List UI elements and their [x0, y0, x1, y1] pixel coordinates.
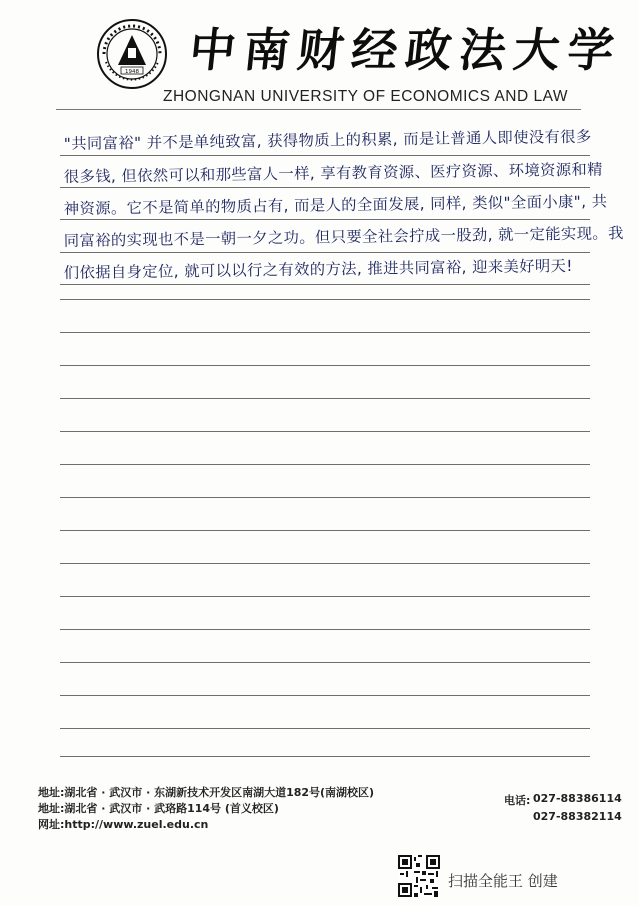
ruled-line: [60, 756, 590, 757]
ruled-line: [60, 332, 590, 333]
ruled-line: [60, 662, 590, 663]
university-name-cn: 中南财经政法大学: [186, 23, 625, 77]
phone-1: 027-88386114: [533, 792, 622, 805]
ruled-line: [60, 219, 590, 220]
ruled-line: [60, 596, 590, 597]
ruled-line: [60, 563, 590, 564]
ruled-line: [60, 365, 590, 366]
ruled-line: [60, 464, 590, 465]
website: 网址:http://www.zuel.edu.cn: [38, 818, 209, 831]
header-divider: [56, 109, 581, 110]
handwritten-line-2: 很多钱, 但依然可以和那些富人一样, 享有教育资源、医疗资源、环境资源和精: [63, 160, 603, 187]
ruled-line: [60, 629, 590, 630]
phone-label: 电话:: [504, 794, 531, 807]
ruled-line: [60, 497, 590, 498]
handwritten-line-3: 神资源。它不是简单的物质占有, 而是人的全面发展, 同样, 类似"全面小康", 共: [63, 192, 608, 219]
ruled-line: [60, 695, 590, 696]
ruled-line: [60, 728, 590, 729]
handwritten-line-4: 同富裕的实现也不是一朝一夕之功。但只要全社会拧成一股劲, 就一定能实现。我: [63, 224, 624, 251]
ruled-line: [60, 431, 590, 432]
handwritten-line-1: "共同富裕" 并不是单纯致富, 获得物质上的积累, 而是让普通人即使没有很多: [63, 127, 592, 154]
seal-year: 1948: [125, 69, 139, 75]
address-nanhu: 地址:湖北省 · 武汉市 · 东湖新技术开发区南湖大道182号(南湖校区): [38, 786, 375, 799]
ruled-line: [60, 155, 590, 156]
ruled-paper: [60, 118, 624, 758]
ruled-line: [60, 284, 590, 285]
letterhead: [0, 0, 639, 112]
ruled-line: [60, 252, 590, 253]
phone-2: 027-88382114: [533, 810, 622, 823]
university-seal-icon: [96, 18, 168, 90]
address-shouyi: 地址:湖北省 · 武汉市 · 武珞路114号 (首义校区): [38, 802, 279, 815]
letterhead-footer: [38, 778, 622, 838]
university-name-en: ZHONGNAN UNIVERSITY OF ECONOMICS AND LAW: [163, 88, 568, 105]
scanner-watermark: 扫描全能王 创建: [448, 872, 558, 890]
ruled-line: [60, 398, 590, 399]
handwritten-line-5: 们依据自身定位, 就可以以行之有效的方法, 推进共同富裕, 迎来美好明天!: [63, 256, 573, 283]
ruled-line: [60, 530, 590, 531]
ruled-line: [60, 299, 590, 300]
qr-code-icon: [398, 855, 440, 897]
ruled-line: [60, 187, 590, 188]
